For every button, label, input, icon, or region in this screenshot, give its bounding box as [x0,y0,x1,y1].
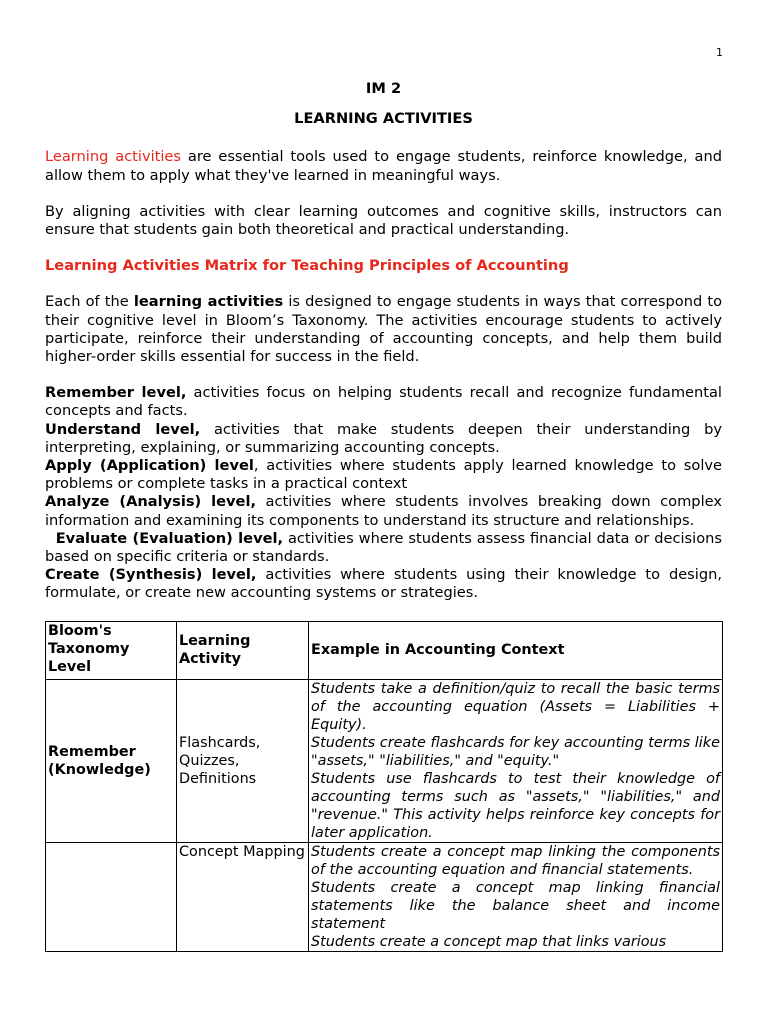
intro-text: are essential tools used to engage students, reinforce knowledge, and allow them to apply what they've learned in meaningful ways. [45,148,722,184]
level-evaluate [45,530,722,566]
header-bloom-level: Bloom's Taxonomy Level [46,621,177,679]
table-header-row [46,621,723,679]
level-text: activities focus on helping students recall and recognize fundamental concepts and facts. [45,384,722,420]
table-row [46,842,723,951]
matrix-section-heading: Learning Activities Matrix for Teaching Principles of Accounting [45,257,569,275]
cell-example: Students create a concept map linking the components of the accounting equation and financial statements. Students create a concept map linking financial statements like the balance sheet and income statement Students create a concept map that links various [309,842,723,951]
header-learning-activity: Learning Activity [177,621,309,679]
intro-paragraph [45,148,722,184]
level-apply [45,457,722,493]
level-label: Remember level, [45,384,187,402]
taxonomy-text-pre: Each of the [45,293,134,311]
document-title: IM 2 [365,80,402,97]
level-text: activities where students involves breaking down complex information and examining its components to understand its structure and relationships. [45,493,722,529]
page-number: 1 [716,46,723,59]
taxonomy-text-bold: learning activities [133,293,284,311]
level-label: Analyze (Analysis) level, [45,493,257,511]
level-label: Understand level, [45,420,201,438]
document-body [45,80,722,952]
document-subtitle: LEARNING ACTIVITIES [294,110,473,128]
cell-activity: Concept Mapping [177,842,309,951]
level-text: activities where students using their knowledge to design, formulate, or create new accounting systems or strategies. [45,566,722,602]
header-example: Example in Accounting Context [309,621,723,679]
level-label: Create (Synthesis) level, [45,566,257,584]
intro-lead-term: Learning activities [45,148,182,166]
level-understand [45,421,722,457]
level-text: activities that make students deepen their understanding by interpreting, explaining, or summarizing accounting concepts. [45,420,722,456]
alignment-paragraph: By aligning activities with clear learning outcomes and cognitive skills, instructors can ensure that students gain both theoretical and practical understanding. [45,202,722,239]
level-create [45,566,722,602]
learning-activities-matrix [45,621,723,952]
level-analyze [45,493,722,529]
cell-level: Remember (Knowledge) [46,679,177,842]
cell-example: Students take a definition/quiz to recall the basic terms of the accounting equation (Assets = Liabilities + Equity). Students create flashcards for key accounting terms like "assets," "liabilities," and "equity." Students use flashcards to test their knowledge of accounting terms such as "assets," "liabilities," and "revenue." This activity helps reinforce key concepts for later application. [309,679,723,842]
level-label: Evaluate (Evaluation) level, [45,529,284,547]
level-text: , activities where students apply learned knowledge to solve problems or complete tasks in a practical context [45,457,722,493]
table-row [46,679,723,842]
cell-activity: Flashcards, Quizzes, Definitions [177,679,309,842]
level-label: Apply (Application) level [45,457,254,475]
taxonomy-paragraph [45,293,722,366]
level-remember [45,384,722,420]
cell-level [46,842,177,951]
level-text: activities where students assess financial data or decisions based on specific criteria or standards. [45,529,722,566]
taxonomy-text-post: is designed to engage students in ways that correspond to their cognitive level in Bloom’s Taxonomy. The activities encourage students to actively participate, reinforce their understanding of accounting concepts, and help them build higher-order skills essential for success in the field. [45,293,722,366]
